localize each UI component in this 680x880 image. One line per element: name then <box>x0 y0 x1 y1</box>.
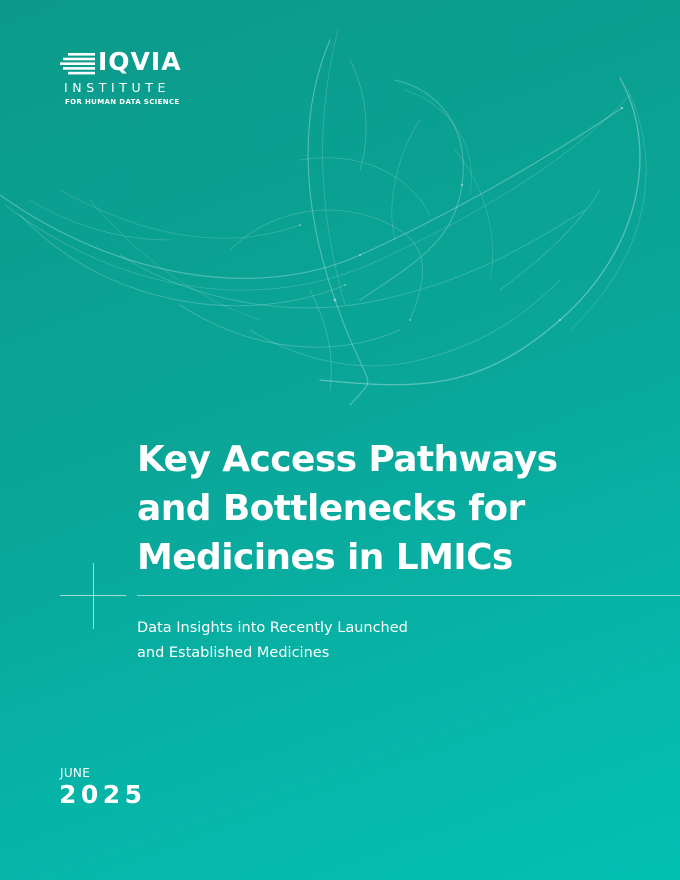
iqvia-bars-icon <box>60 53 96 75</box>
publication-year: 2025 <box>59 780 147 809</box>
subtitle-line: and Established Medicines <box>137 645 330 661</box>
subtitle-line: Data Insights into Recently Launched <box>137 620 408 636</box>
title-line: Key Access Pathways <box>137 439 558 480</box>
title-divider <box>137 595 680 596</box>
iqvia-institute-logo <box>60 47 210 110</box>
title-line: Medicines in LMICs <box>137 537 513 578</box>
publication-month: JUNE <box>60 766 91 780</box>
logo-tagline: FOR HUMAN DATA SCIENCE <box>65 98 180 106</box>
title-line: and Bottlenecks for <box>137 488 525 529</box>
logo-wordmark: IQVIA <box>98 47 182 76</box>
report-subtitle <box>137 616 537 666</box>
logo-institute-text: INSTITUTE <box>64 80 171 95</box>
report-title <box>137 435 657 582</box>
crosshair-mark-vertical <box>93 563 94 629</box>
